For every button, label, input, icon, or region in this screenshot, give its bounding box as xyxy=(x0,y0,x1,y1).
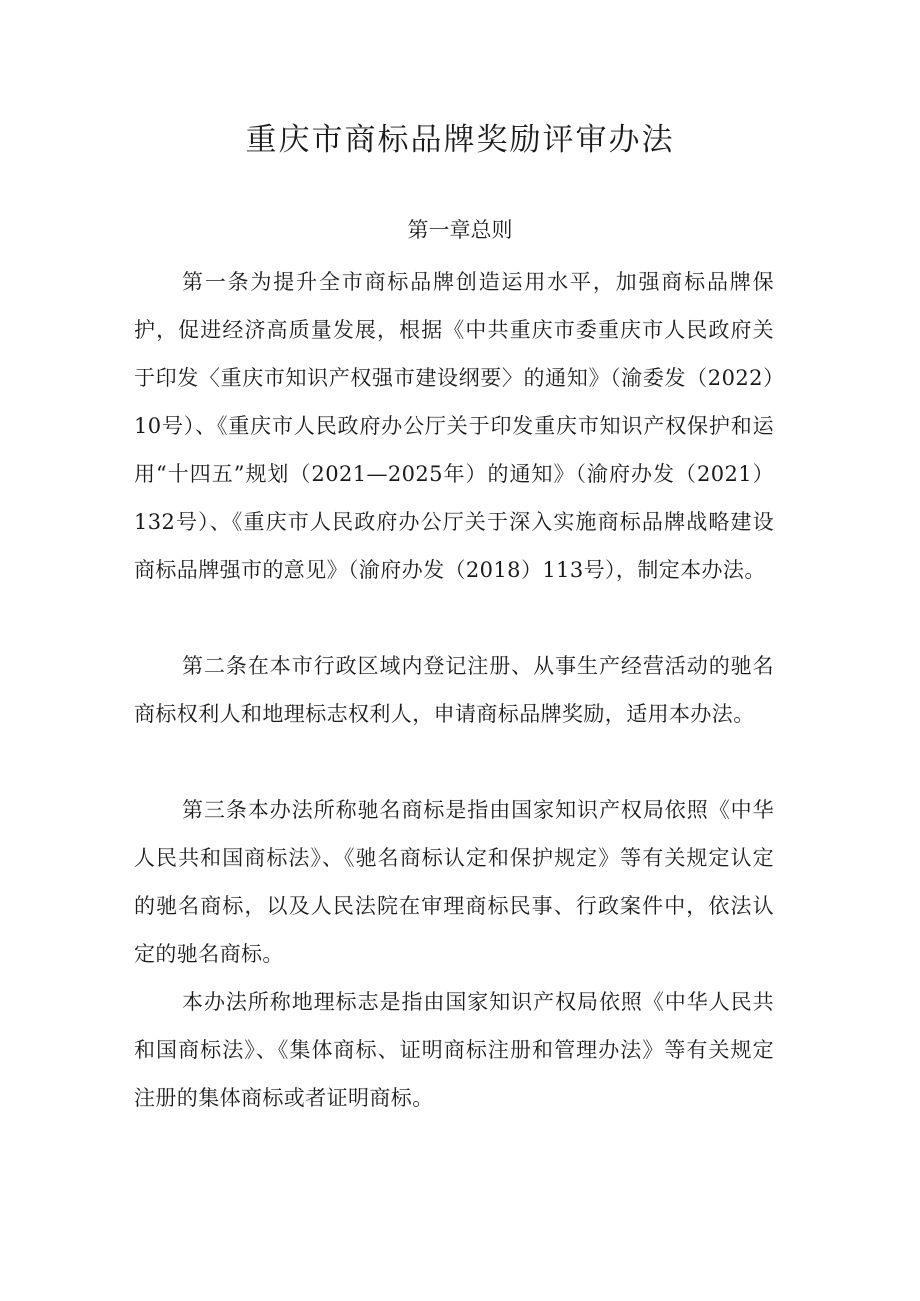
chapter-heading: 第一章总则 xyxy=(407,218,513,242)
geographic-indication-paragraph: 本办法所称地理标志是指由国家知识产权局依照《中华人民共和国商标法》、《集体商标、证明商标注册和管理办法》等有关规定注册的集体商标或者证明商标。 xyxy=(134,990,774,1110)
article-1-paragraph: 第一条为提升全市商标品牌创造运用水平，加强商标品牌保护，促进经济高质量发展，根据《中共重庆市委重庆市人民政府关于印发〈重庆市知识产权强市建设纲要〉的通知》（渝委发（2022）10号）、《重庆市人民政府办公厅关于印发重庆市知识产权保护和运用“十四五”规划（2021—2025年）的通知》（渝府办发（2021）132号）、《重庆市人民政府办公厅关于深入实施商标品牌战略建设商标品牌强市的意见》（渝府办发（2018）113号），制定本办法。 xyxy=(134,270,774,582)
document-title: 重庆市商标品牌奖励评审办法 xyxy=(245,122,675,158)
article-2-paragraph: 第二条在本市行政区域内登记注册、从事生产经营活动的驰名商标权利人和地理标志权利人，申请商标品牌奖励，适用本办法。 xyxy=(134,654,774,726)
article-3-paragraph: 第三条本办法所称驰名商标是指由国家知识产权局依照《中华人民共和国商标法》、《驰名商标认定和保护规定》等有关规定认定的驰名商标，以及人民法院在审理商标民事、行政案件中，依法认定的驰名商标。 xyxy=(134,798,774,966)
